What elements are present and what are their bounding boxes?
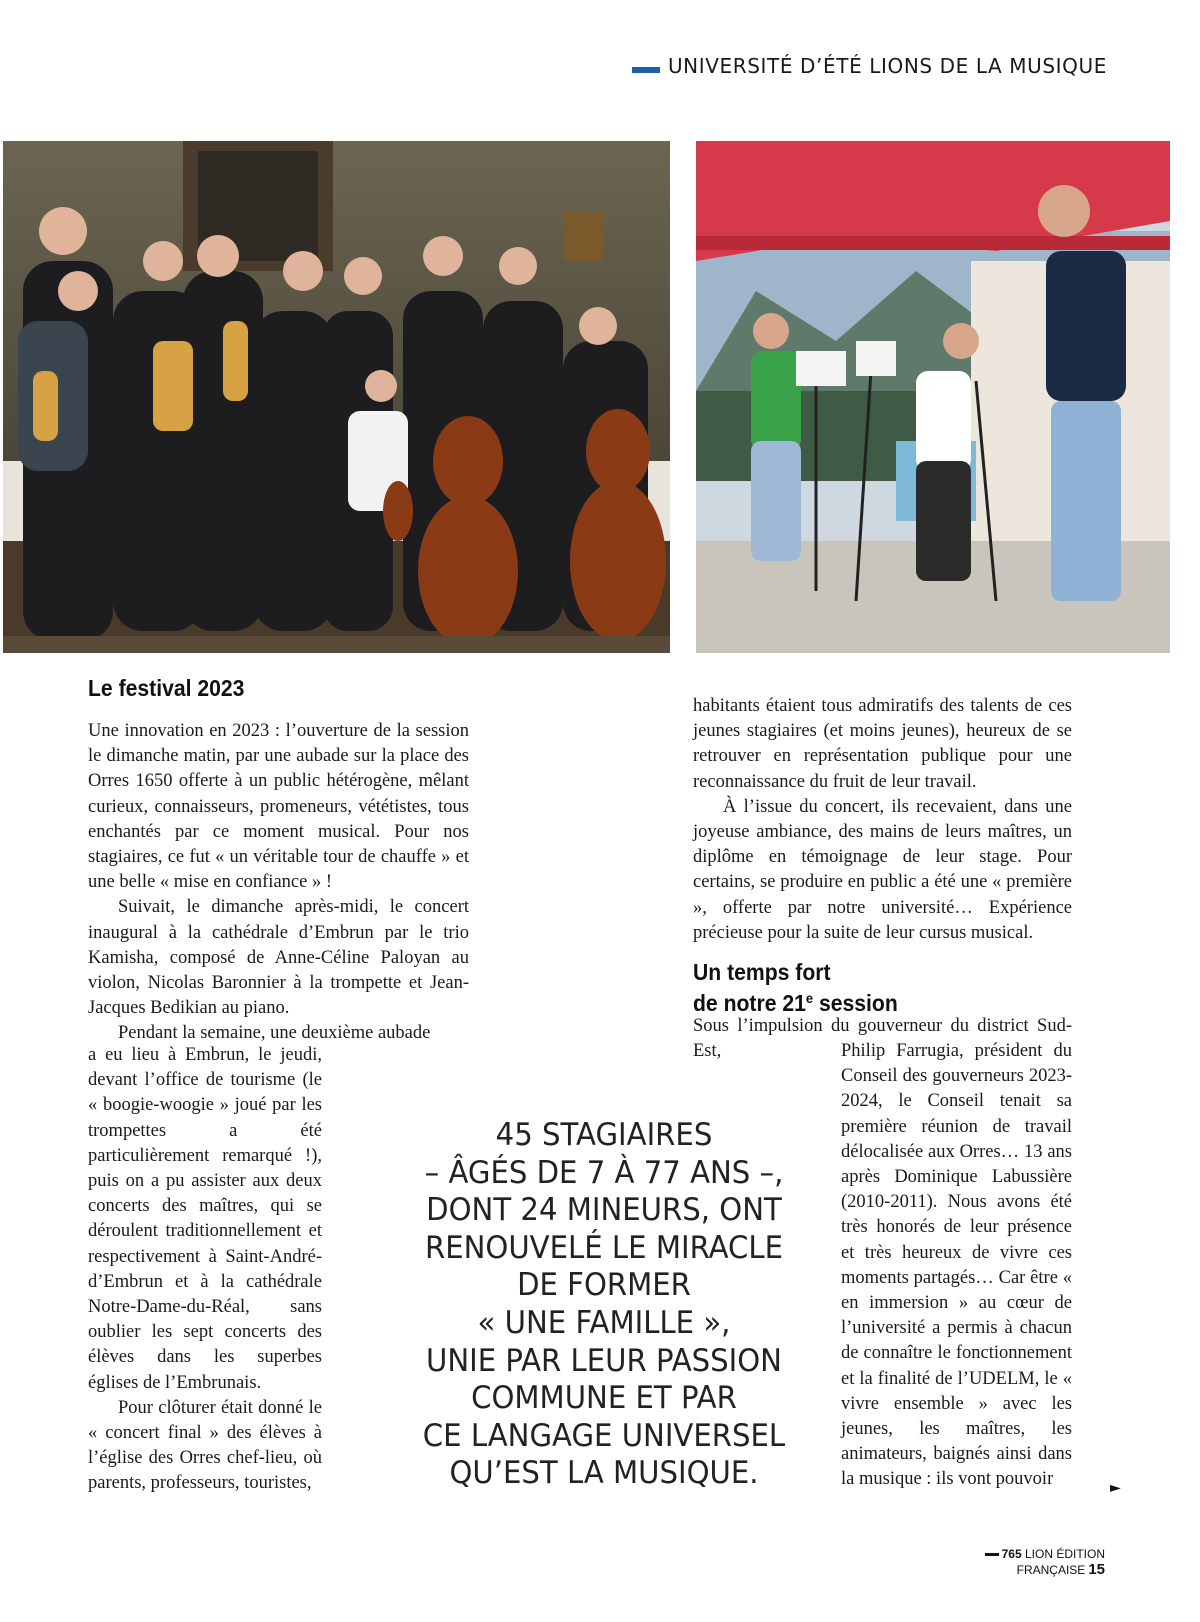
paragraph-concert-final: Pour clôturer était donné le « concert final » des élèves à l’église des Orres chef-lieu, où parents, professeurs, touristes,: [88, 1397, 322, 1494]
pull-quote-line: 45 STAGIAIRES: [495, 1117, 713, 1153]
photo-outdoor-stage-image: [696, 141, 1170, 653]
pull-quote-line: UNIE PAR LEUR PASSION: [425, 1342, 782, 1379]
heading-temps-fort-line2: [693, 985, 898, 1016]
footer-dash: [985, 1553, 999, 1556]
issue-number: 765: [1001, 1547, 1022, 1561]
section-title: UNIVERSITÉ D’ÉTÉ LIONS DE LA MUSIQUE: [667, 54, 1107, 78]
paragraph-concert-inaugural: Suivait, le dimanche après-midi, le concert inaugural à la cathédrale d’Embrun par le trio Kamisha, composé de Anne-Céline Paloyan au violon, Nicolas Baronnier à la trompette et Jean-Jacques Bedikian au piano.: [88, 897, 469, 1019]
heading-temps-fort-line1: Un temps fort: [693, 959, 831, 985]
heading-line2-suffix: session: [813, 990, 898, 1016]
pull-quote-line: COMMUNE ET PAR: [471, 1380, 737, 1417]
heading-temps-fort: [693, 959, 898, 1016]
right-column-body-narrow: [841, 1039, 1072, 1493]
pull-quote: [401, 1117, 807, 1493]
paragraph-habitants: habitants étaient tous admiratifs des talents de ces jeunes stagiaires (et moins jeunes), heureux de se retrouver en représentation publique pour une reconnaissance du fruit de leur travail.: [693, 696, 1072, 792]
left-column-body-top: [88, 719, 469, 1047]
pull-quote-line: « UNE FAMILLE »,: [477, 1304, 731, 1341]
pull-quote-line: DE FORMER: [517, 1267, 691, 1304]
page-number: 15: [1088, 1561, 1105, 1578]
publication-name: LION ÉDITION FRANÇAISE: [1016, 1547, 1105, 1577]
section-header-bar: [632, 67, 660, 73]
pull-quote-line: CE LANGAGE UNIVERSEL: [422, 1417, 786, 1454]
left-column-body-narrow: [88, 1043, 322, 1497]
paragraph-opening: Une innovation en 2023 : l’ouverture de la session le dimanche matin, par une aubade sur la place des Orres 1650 offerte à un public hétérogène, mêlant curieux, connaisseurs, promeneurs, vététistes, tous enchantés par ce moment musical. Pour nos stagiaires, ce fut « un véritable tour de chauffe » et une belle « mise en confiance » !: [88, 721, 469, 893]
pull-quote-line: RENOUVELÉ LE MIRACLE: [424, 1229, 784, 1266]
pull-quote-line: QU’EST LA MUSIQUE.: [449, 1455, 759, 1492]
paragraph-impulsion: Philip Farrugia, président du Conseil des gouverneurs 2023-2024, le Conseil tenait sa première réunion de travail délocalisée aux Orres… 13 ans après Dominique Labussière (2010-2011). Nous avons été très honorés de leur présence et très heureux de vivre ces moments partagés… Car être « en immersion » au cœur de l’université a permis à chacun de connaître le fonctionnement et la finalité de l’UDELM, le « vivre ensemble » avec les jeunes, les maîtres, les animateurs, baignés ainsi dans la musique : ils vont pouvoir: [841, 1041, 1072, 1490]
page-footer: [900, 1547, 1105, 1578]
right-column-body-top: [693, 694, 1072, 946]
pull-quote-line: DONT 24 MINEURS, ONT: [426, 1192, 782, 1229]
paragraph-semaine-first-line: Pendant la semaine, une deuxième aubade: [118, 1023, 431, 1044]
continue-arrow-icon: ►: [1110, 1480, 1121, 1496]
paragraph-semaine: a eu lieu à Embrun, le jeudi, devant l’office de tourisme (le « boogie-woogie » joué par les trompettes a été particulièrement remarqué !), puis on a pu assister aux deux concerts des maîtres, qui se déroulent traditionnellement et respectivement à Saint-André-d’Embrun et à la cathédrale Notre-Dame-du-Réal, sans oublier les sept concerts des élèves dans les superbes églises de l’Embrunais.: [88, 1045, 322, 1393]
pull-quote-line: – ÂGÉS DE 7 À 77 ANS –,: [424, 1154, 784, 1191]
paragraph-diplome: À l’issue du concert, ils recevaient, dans une joyeuse ambiance, des mains de leurs maîtres, un diplôme en témoignage de leur stage. Pour certains, se produire en public a été une « première », offerte par notre université… Expérience précieuse pour la suite de leur cursus musical.: [693, 796, 1072, 943]
photo-outdoor-stage: [696, 141, 1170, 653]
heading-festival-2023: Le festival 2023: [88, 675, 245, 701]
paragraph-impulsion-first-line: Sous l’impulsion du gouverneur du district Sud-Est,: [693, 1016, 1072, 1062]
heading-line2-superscript: e: [805, 990, 814, 1006]
heading-line2-text: de notre 21: [693, 990, 806, 1016]
photo-group-musicians: [3, 141, 670, 653]
section-header: [0, 54, 1107, 78]
photo-group-musicians-image: [3, 141, 670, 653]
